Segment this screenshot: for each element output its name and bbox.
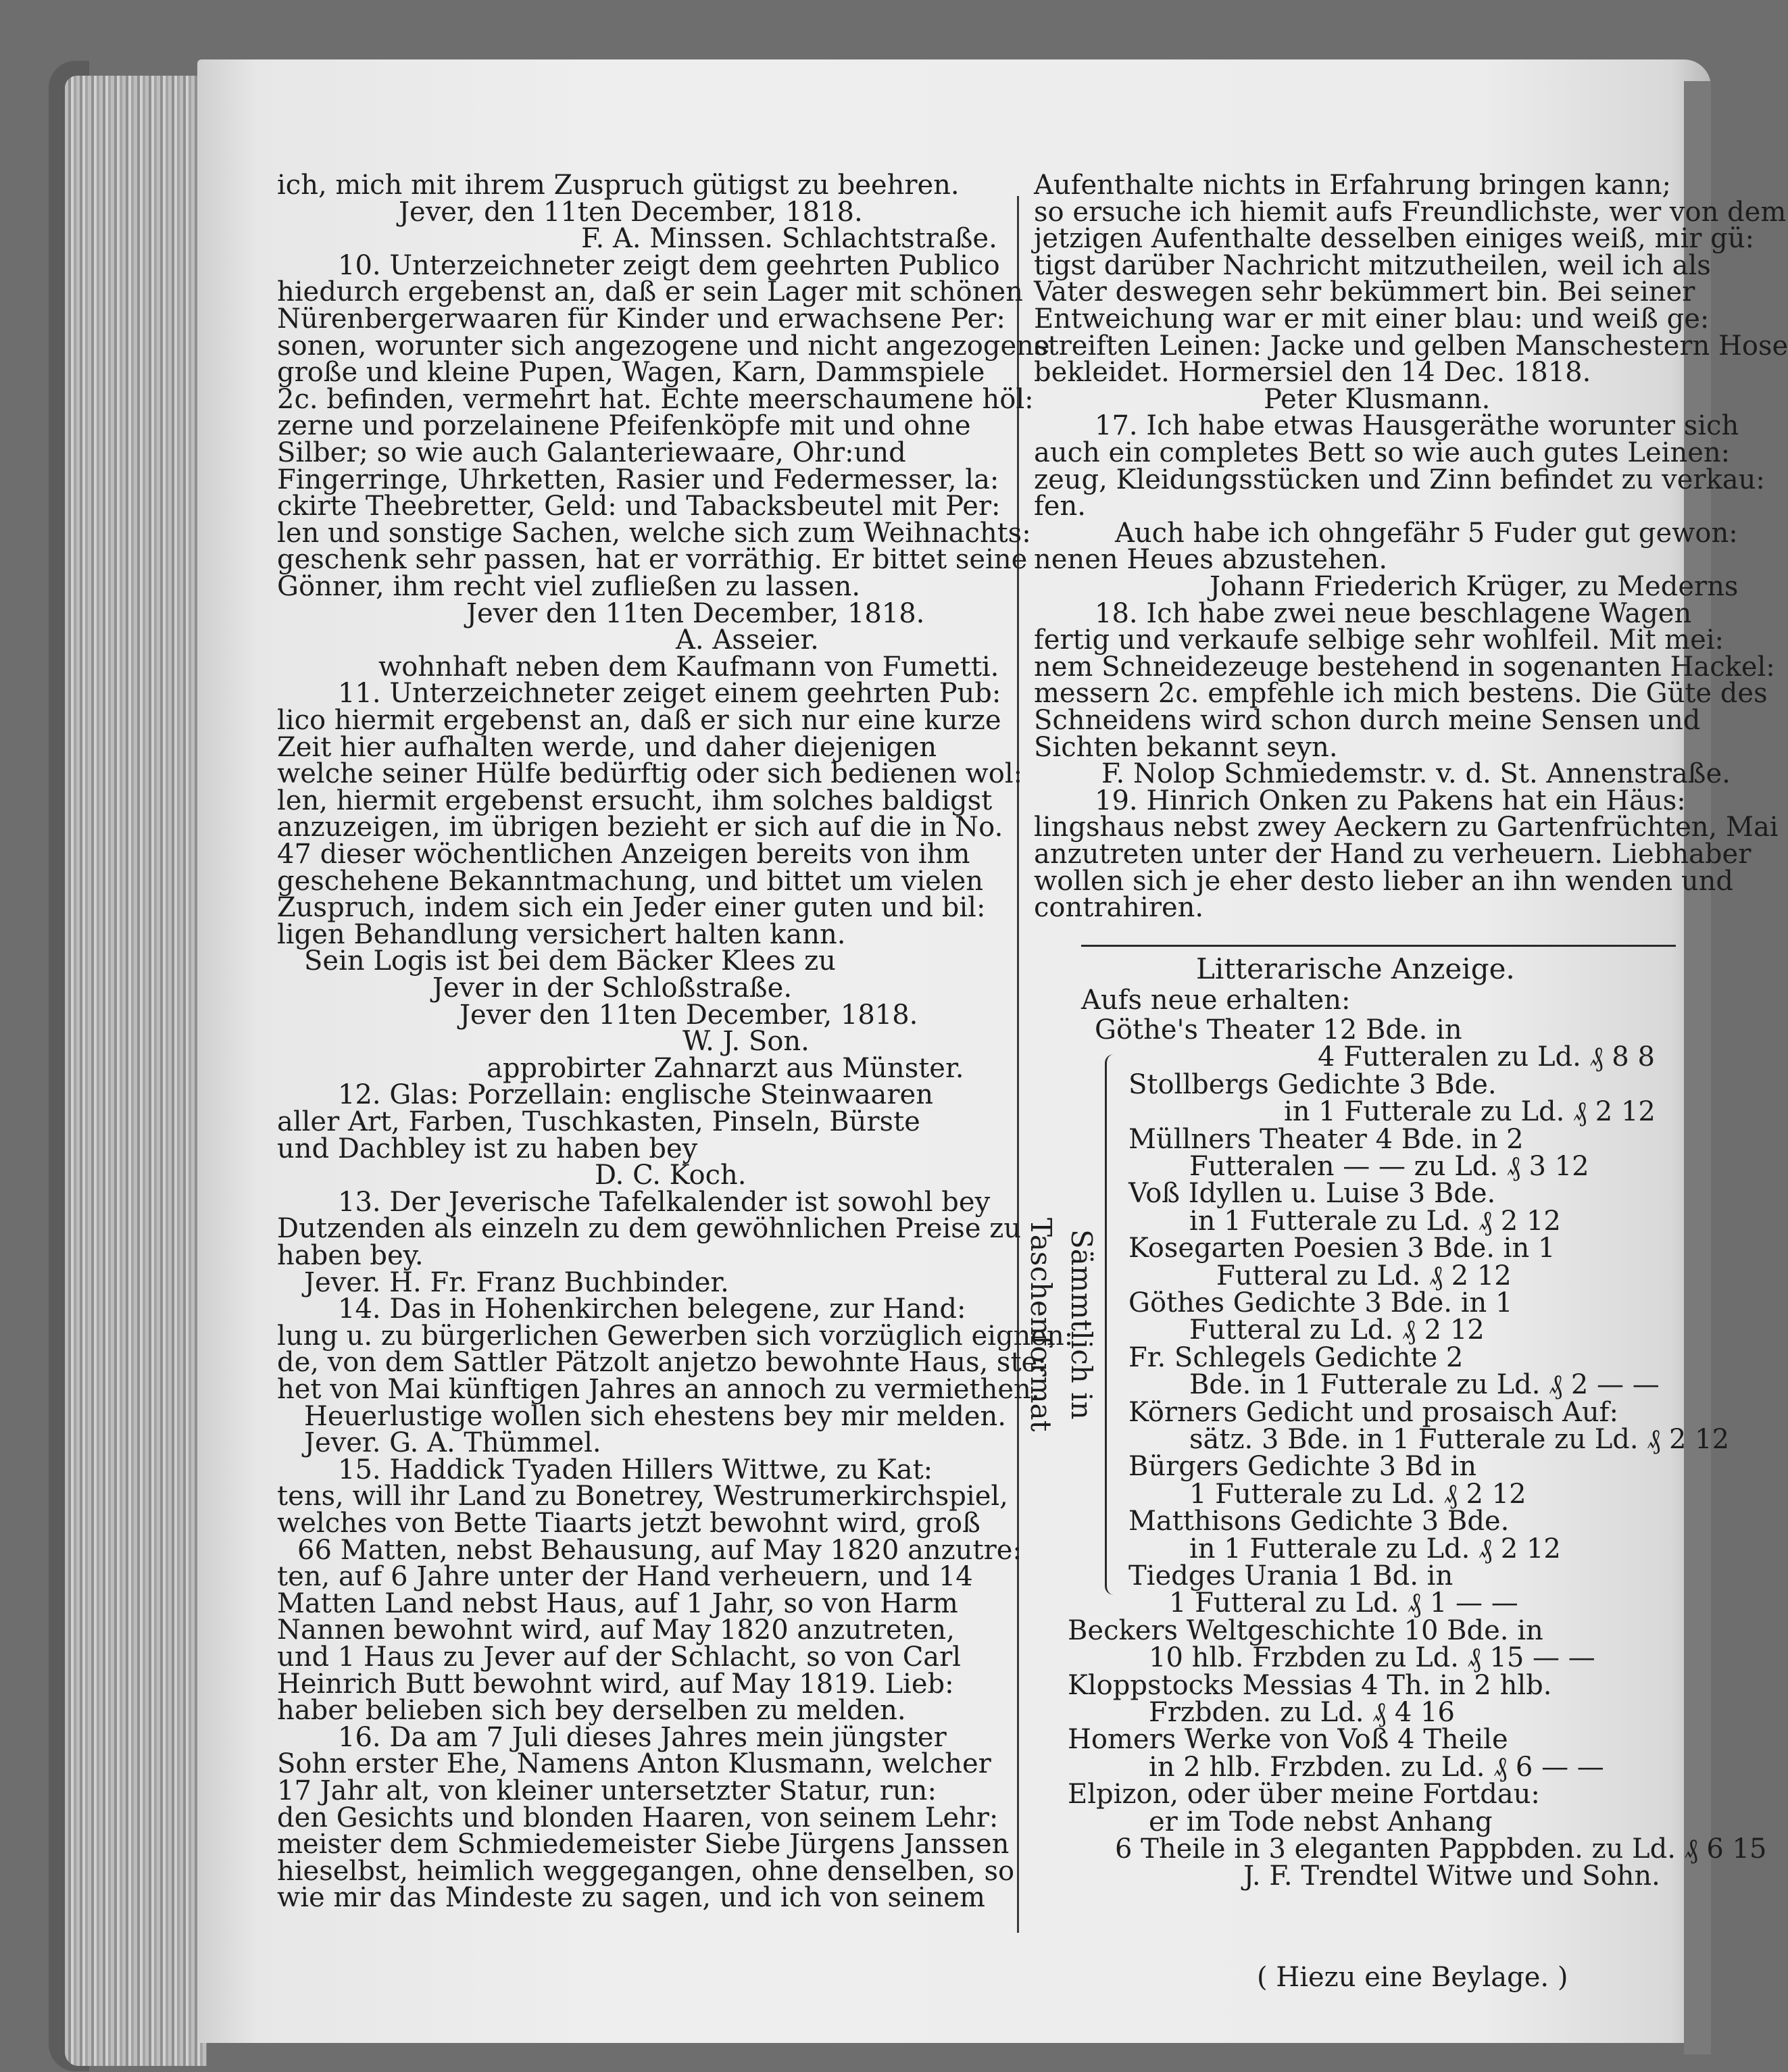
text-line: Jever. G. A. Thümmel. (304, 1427, 601, 1459)
text-line: anzutreten unter der Hand zu verheuern. Liebhaber (1034, 839, 1752, 870)
text-line: welches von Bette Tiaarts jetzt bewohnt wird, groß (277, 1508, 980, 1539)
text-line: 12. Glas: Porzellain: englische Steinwaaren (338, 1079, 933, 1111)
text-line: 15. Haddick Tyaden Hillers Wittwe, zu Kat: (338, 1454, 933, 1485)
text-line: 10. Unterzeichneter zeigt dem geehrten Publico (338, 249, 1000, 281)
text-line: F. Nolop Schmiedemstr. v. d. St. Annenstraße. (1101, 758, 1731, 790)
text-line: Zeit hier aufhalten werde, und daher diejenigen (277, 731, 937, 763)
text-line: zerne und porzelainene Pfeifenköpfe mit und ohne (277, 410, 971, 442)
text-line: anzuzeigen, im übrigen bezieht er sich auf die in No. (277, 812, 1003, 843)
book-listing-line: Bürgers Gedichte 3 Bd in (1128, 1451, 1476, 1483)
text-line: 19. Hinrich Onken zu Pakens hat ein Häus: (1095, 785, 1686, 816)
text-line: Johann Friederich Krüger, zu Mederns (1210, 571, 1739, 602)
text-line: Peter Klusmann. (1264, 383, 1491, 415)
text-line: den Gesichts und blonden Haaren, von seinem Lehr: (277, 1802, 999, 1833)
text-line: welche seiner Hülfe bedürftig oder sich bedienen wol: (277, 758, 1023, 790)
text-line: Sohn erster Ehe, Namens Anton Klusmann, welcher (277, 1748, 991, 1780)
text-line: Nannen bewohnt wird, auf May 1820 anzutreten, (277, 1614, 955, 1646)
text-line: 13. Der Jeverische Tafelkalender ist sowohl bey (338, 1186, 991, 1218)
text-line: fertig und verkaufe selbige sehr wohlfeil. Mit mei: (1034, 624, 1724, 656)
text-line: Sein Logis ist bei dem Bäcker Klees zu (304, 945, 836, 977)
text-line: 14. Das in Hohenkirchen belegene, zur Hand: (338, 1293, 966, 1325)
text-line: Auch habe ich ohngefähr 5 Fuder gut gewon: (1115, 517, 1738, 549)
text-line: lung u. zu bürgerlichen Gewerben sich vorzüglich eignen: (277, 1320, 1074, 1352)
supplement-note: ( Hiezu eine Beylage. ) (1257, 1962, 1568, 1993)
text-line: Sichten bekannt seyn. (1034, 731, 1338, 763)
text-line: de, von dem Sattler Pätzolt anjetzo bewohnte Haus, ste: (277, 1347, 1047, 1379)
text-line: haber belieben sich bey derselben zu melden. (277, 1695, 906, 1727)
text-line: wollen sich je eher desto lieber an ihn wenden und (1034, 865, 1733, 897)
text-line: ten, auf 6 Jahre unter der Hand verheuern, und 14 (277, 1561, 973, 1593)
text-line: Fingerringe, Uhrketten, Rasier und Federmesser, la: (277, 464, 999, 495)
book-listing-line: 6 Theile in 3 eleganten Pappbden. zu Ld. ₰ 6 15 (1115, 1833, 1767, 1865)
book-listing-line: Kosegarten Poesien 3 Bde. in 1 (1128, 1233, 1556, 1264)
book-listing-line: Müllners Theater 4 Bde. in 2 (1128, 1123, 1524, 1155)
text-line: ich, mich mit ihrem Zuspruch gütigst zu beehren. (277, 170, 960, 201)
text-line: Jever. H. Fr. Franz Buchbinder. (304, 1266, 729, 1298)
text-line: Entweichung war er mit einer blau: und weiß ge: (1034, 303, 1710, 335)
book-listing-line: in 1 Futterale zu Ld. ₰ 2 12 (1284, 1096, 1656, 1128)
book-page-stack (65, 76, 207, 2066)
book-listing-line: J. F. Trendtel Witwe und Sohn. (1243, 1860, 1660, 1892)
book-listing-line: Tiedges Urania 1 Bd. in (1128, 1560, 1454, 1592)
book-listing-line: Körners Gedicht und prosaisch Auf: (1128, 1396, 1618, 1428)
text-line: so ersuche ich hiemit aufs Freundlichste, wer von dem (1034, 196, 1787, 228)
literary-intro: Aufs neue erhalten: (1081, 985, 1351, 1016)
book-listing-line: Futteralen — — zu Ld. ₰ 3 12 (1189, 1151, 1589, 1182)
text-line: ligen Behandlung versichert halten kann. (277, 918, 846, 950)
text-line: Jever den 11ten December, 1818. (466, 597, 925, 629)
book-listing-line: Futteral zu Ld. ₰ 2 12 (1189, 1314, 1485, 1346)
text-line: tens, will ihr Land zu Bonetrey, Westrumerkirchspiel, (277, 1481, 1008, 1512)
book-listing-line: Fr. Schlegels Gedichte 2 (1128, 1341, 1464, 1373)
text-line: 18. Ich habe zwei neue beschlagene Wagen (1095, 597, 1692, 629)
book-listing-line: Homers Werke von Voß 4 Theile (1068, 1724, 1508, 1756)
text-line: hieselbst, heimlich weggegangen, ohne denselben, so (277, 1855, 1015, 1887)
book-listing-line: Beckers Weltgeschichte 10 Bde. in (1068, 1614, 1543, 1646)
text-line: sonen, worunter sich angezogene und nicht angezogene (277, 330, 1050, 362)
book-listing-line: Göthe's Theater 12 Bde. in (1095, 1014, 1462, 1045)
text-line: hiedurch ergebenst an, daß er sein Lager mit schönen (277, 276, 1023, 308)
text-line: nenen Heues abzustehen. (1034, 544, 1388, 576)
grouping-brace (1105, 1054, 1114, 1595)
book-listing-line: 1 Futteral zu Ld. ₰ 1 — — (1169, 1587, 1518, 1619)
text-line: lingshaus nebst zwey Aeckern zu Gartenfrüchten, Mai (1034, 812, 1779, 843)
text-line: geschenk sehr passen, hat er vorräthig. Er bittet seine (277, 544, 1028, 576)
page-gutter-shadow (1684, 81, 1711, 2054)
text-line: Heinrich Butt bewohnt wird, auf May 1819. Lieb: (277, 1668, 954, 1700)
book-listing-line: Frzbden. zu Ld. ₰ 4 16 (1149, 1697, 1455, 1728)
text-line: 2c. befinden, vermehrt hat. Echte meerschaumene höl: (277, 383, 1034, 415)
text-line: 17. Ich habe etwas Hausgeräthe worunter sich (1095, 410, 1739, 442)
text-line: len und sonstige Sachen, welche sich zum Weihnachts: (277, 517, 1031, 549)
book-listing-line: Futteral zu Ld. ₰ 2 12 (1216, 1260, 1512, 1291)
text-line: aller Art, Farben, Tuschkasten, Pinseln, Bürste (277, 1106, 920, 1137)
text-line: fen. (1034, 491, 1086, 522)
text-line: große und kleine Pupen, Wagen, Karn, Dammspiele (277, 357, 985, 389)
book-listing-line: 1 Futterale zu Ld. ₰ 2 12 (1189, 1478, 1526, 1510)
text-line: 47 dieser wöchentlichen Anzeigen bereits von ihm (277, 839, 970, 870)
text-line: Vater deswegen sehr bekümmert bin. Bei seiner (1034, 276, 1695, 308)
text-line: Gönner, ihm recht viel zufließen zu lassen. (277, 571, 861, 602)
text-line: bekleidet. Hormersiel den 14 Dec. 1818. (1034, 357, 1591, 389)
text-line: len, hiermit ergebenst ersucht, ihm solches baldigst (277, 785, 993, 816)
text-line: geschehene Bekanntmachung, und bittet um vielen (277, 865, 984, 897)
text-line: het von Mai künftigen Jahres an annoch zu vermiethen. (277, 1374, 1040, 1405)
text-line: 16. Da am 7 Juli dieses Jahres mein jüngster (338, 1721, 947, 1753)
text-line: contrahiren. (1034, 892, 1204, 924)
text-line: meister dem Schmiedemeister Siebe Jürgens Janssen (277, 1829, 1010, 1860)
text-line: F. A. Minssen. Schlachtstraße. (581, 223, 997, 255)
text-line: 66 Matten, nebst Behausung, auf May 1820 anzutre: (297, 1534, 1022, 1566)
text-line: Jever, den 11ten December, 1818. (399, 196, 863, 228)
text-line: approbirter Zahnarzt aus Münster. (487, 1052, 964, 1084)
text-line: wohnhaft neben dem Kaufmann von Fumetti. (378, 651, 999, 683)
text-line: 11. Unterzeichneter zeiget einem geehrten Pub: (338, 678, 1001, 710)
text-line: nem Schneidezeuge bestehend in sogenanten Hackel: (1034, 651, 1775, 683)
text-line: W. J. Son. (682, 1026, 810, 1058)
text-line: Schneidens wird schon durch meine Sensen und (1034, 705, 1701, 736)
section-rule (1081, 945, 1676, 947)
text-line: wie mir das Mindeste zu sagen, und ich von seinem (277, 1882, 985, 1914)
book-listing-line: in 2 hlb. Frzbden. zu Ld. ₰ 6 — — (1149, 1751, 1604, 1783)
text-line: lico hiermit ergebenst an, daß er sich nur eine kurze (277, 705, 1001, 736)
text-line: Jever den 11ten December, 1818. (460, 999, 918, 1031)
book-listing-line: in 1 Futterale zu Ld. ₰ 2 12 (1189, 1205, 1561, 1237)
text-line: tigst darüber Nachricht mitzutheilen, weil ich als (1034, 249, 1711, 281)
text-line: haben bey. (277, 1240, 424, 1271)
text-line: Jever in der Schloßstraße. (432, 972, 793, 1004)
text-line: Zuspruch, indem sich ein Jeder einer guten und bil: (277, 892, 986, 924)
book-listing-line: Bde. in 1 Futterale zu Ld. ₰ 2 — — (1189, 1369, 1660, 1401)
text-line: und Dachbley ist zu haben bey (277, 1133, 698, 1164)
book-listing-line: in 1 Futterale zu Ld. ₰ 2 12 (1189, 1533, 1561, 1564)
text-line: zeug, Kleidungsstücken und Zinn befindet zu verkau: (1034, 464, 1765, 495)
text-line: D. C. Koch. (595, 1160, 747, 1191)
text-line: Dutzenden als einzeln zu dem gewöhnlichen Preise zu (277, 1213, 1022, 1245)
text-line: ckirte Theebretter, Geld: und Tabacksbeutel mit Per: (277, 491, 1001, 522)
text-line: jetzigen Aufenthalte desselben einiges weiß, mir gü: (1034, 223, 1754, 255)
text-line: Matten Land nebst Haus, auf 1 Jahr, so von Harm (277, 1587, 958, 1619)
text-line: Heuerlustige wollen sich ehestens bey mir melden. (304, 1400, 1006, 1432)
book-listing-line: 4 Futteralen zu Ld. ₰ 8 8 (1318, 1041, 1655, 1073)
book-listing-line: 10 hlb. Frzbden zu Ld. ₰ 15 — — (1149, 1642, 1595, 1674)
book-listing-line: Voß Idyllen u. Luise 3 Bde. (1128, 1178, 1496, 1210)
text-line: auch ein completes Bett so wie auch gutes Leinen: (1034, 437, 1731, 468)
text-line: Nürenbergerwaaren für Kinder und erwachsene Per: (277, 303, 1005, 335)
text-line: 17 Jahr alt, von kleiner untersetzter Statur, run: (277, 1775, 937, 1806)
book-listing-line: er im Tode nebst Anhang (1149, 1806, 1493, 1837)
text-line: Silber; so wie auch Galanteriewaare, Ohr:und (277, 437, 906, 468)
text-line: und 1 Haus zu Jever auf der Schlacht, so von Carl (277, 1642, 962, 1673)
book-listing-line: Matthisons Gedichte 3 Bde. (1128, 1506, 1510, 1537)
text-line: streiften Leinen: Jacke und gelben Manschestern Hose (1034, 330, 1788, 362)
book-listing-line: Göthes Gedichte 3 Bde. in 1 (1128, 1287, 1513, 1318)
book-listing-line: sätz. 3 Bde. in 1 Futterale zu Ld. ₰ 2 12 (1189, 1424, 1730, 1455)
text-line: Aufenthalte nichts in Erfahrung bringen kann; (1034, 170, 1671, 201)
book-listing-line: Stollbergs Gedichte 3 Bde. (1128, 1068, 1497, 1100)
brace-label: Sämmtlich in Taschenformat (1024, 1217, 1098, 1432)
literary-heading: Litterarische Anzeige. (1196, 952, 1515, 985)
text-line: A. Asseier. (676, 624, 819, 656)
book-listing-line: Kloppstocks Messias 4 Th. in 2 hlb. (1068, 1669, 1552, 1701)
text-line: messern 2c. empfehle ich mich bestens. Die Güte des (1034, 678, 1768, 710)
column-divider (1017, 196, 1019, 1933)
book-listing-line: Elpizon, oder über meine Fortdau: (1068, 1779, 1540, 1810)
